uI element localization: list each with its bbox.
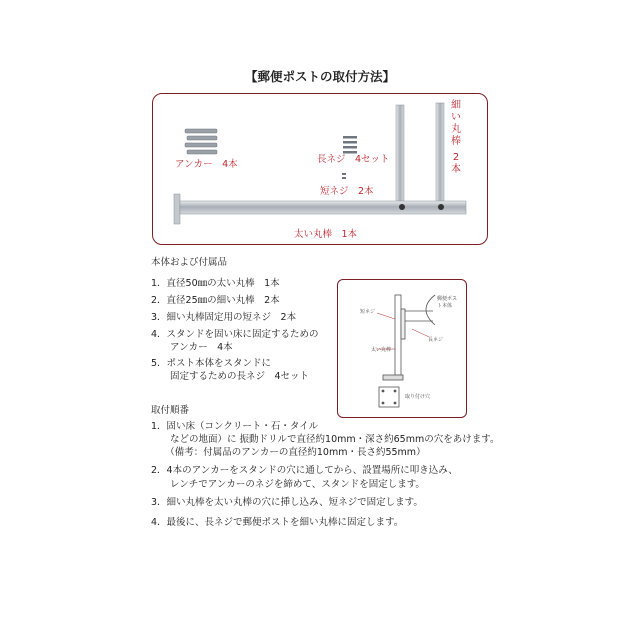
parts-item: 固定するための長ネジ 4セット (151, 371, 310, 382)
pole-hole-1 (399, 204, 405, 210)
page-title: 【郵便ポストの取付方法】 (244, 69, 395, 84)
parts-item: 1．直径50㎜の太い丸棒 1本 (151, 278, 280, 289)
thick-pole (180, 201, 466, 214)
diagram-short-screw-label: 短ネジ (360, 309, 376, 315)
diagram-thick-pole-label: 太い丸棒 (371, 347, 392, 353)
diagram-post-body-label: 郵便ポスト本体 (437, 296, 458, 309)
step-line: レンチでアンカーのネジを締めて、スタンドを固定します。 (151, 479, 425, 490)
step-line: 3．細い丸棒を太い丸棒の穴に挿し込み、短ネジで固定します。 (151, 497, 423, 508)
thin-pole-2 (436, 103, 444, 213)
parts-item: 4．スタンドを固い床に固定するための (151, 329, 319, 340)
long-screw-label: 長ネジ 4セット (317, 154, 390, 165)
parts-item: 3．細い丸棒固定用の短ネジ 2本 (151, 312, 297, 323)
thin-pole-1 (396, 105, 404, 213)
diagram-long-screw-label: 長ネジ (428, 337, 444, 343)
short-screws (342, 173, 346, 179)
diagram-anchor-hole-label: 取り付け穴 (405, 394, 431, 400)
step-line: などの地面）に 振動ドリルで直径約10mm・深さ約65mmの穴をあけます。 (151, 434, 500, 445)
thick-pole-label: 太い丸棒 1本 (294, 229, 358, 240)
base-plate (174, 194, 180, 224)
thin-pole-count: 2本 (451, 152, 461, 175)
parts-heading: 本体および付属品 (151, 257, 228, 268)
anchor-label: アンカー 4本 (175, 159, 238, 170)
parts-item: 2．直径25㎜の細い丸棒 2本 (151, 295, 280, 306)
step-line: 2．4本のアンカーをスタンドの穴に通してから、設置場所に叩き込み、 (151, 465, 458, 476)
thin-pole-label: 細い丸棒 (451, 100, 461, 147)
steps-heading: 取付順番 (151, 405, 190, 416)
step-line: （備考：付属品のアンカーの直径約10mm・長さ約55mm） (151, 447, 426, 458)
pole-hole-2 (438, 204, 444, 210)
parts-item: アンカー 4本 (151, 342, 233, 353)
step-line: 4．最後に、長ネジで郵便ポストを細い丸棒に固定します。 (151, 517, 404, 528)
parts-item: 5．ポスト本体をスタンドに (151, 358, 272, 369)
anchor-bolts (185, 129, 217, 154)
step-line: 1．固い床（コンクリート・石・タイル (151, 421, 319, 432)
short-screw-label: 短ネジ 2本 (320, 186, 374, 197)
